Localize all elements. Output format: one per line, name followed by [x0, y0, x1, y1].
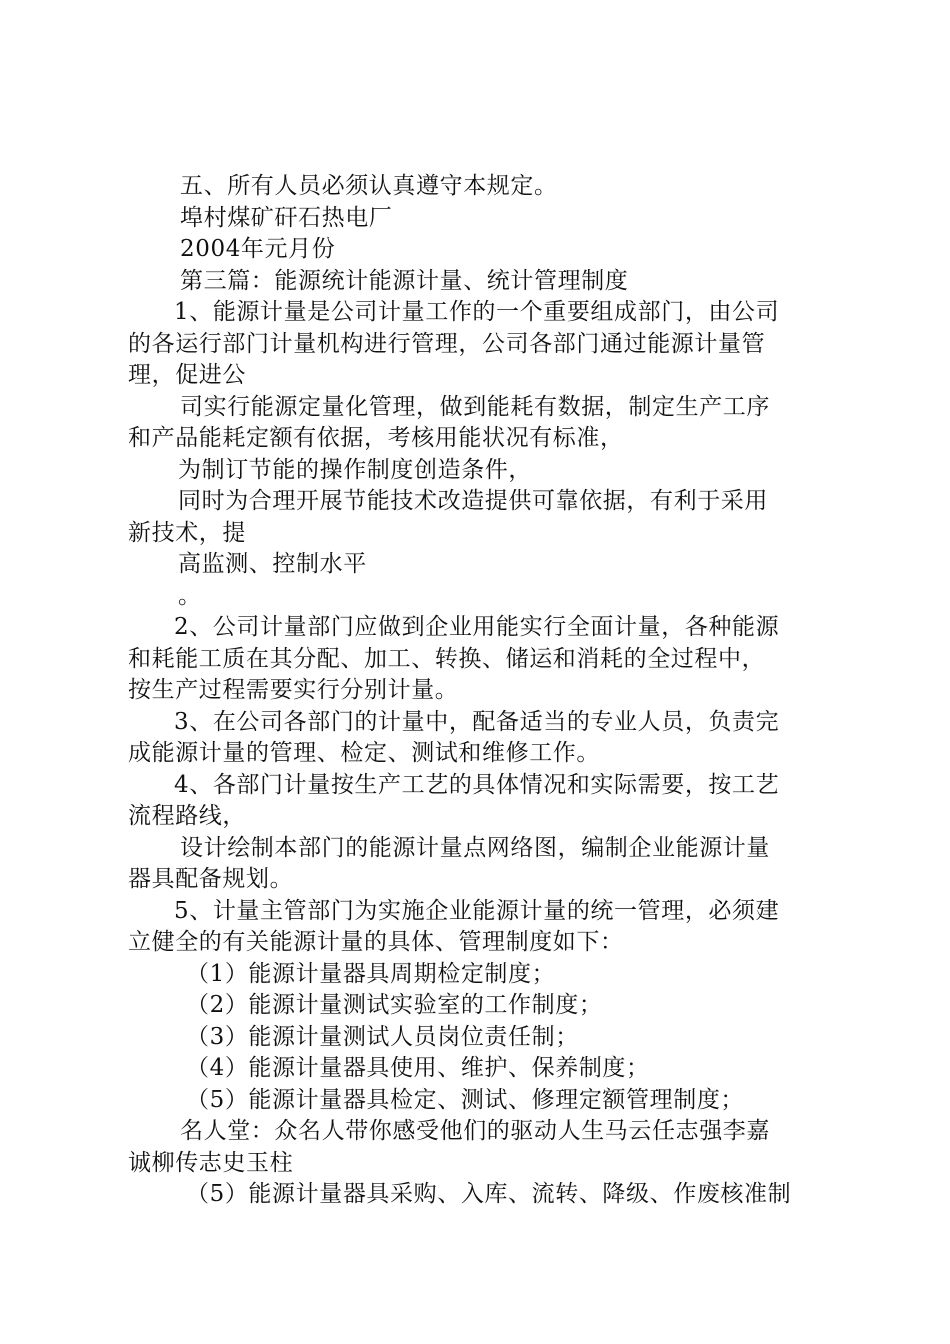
text-line: 新技术，提	[128, 519, 246, 546]
text-line: 诚柳传志史玉柱	[128, 1149, 294, 1176]
text-line: 设计绘制本部门的能源计量点网络图，编制企业能源计量	[180, 834, 770, 861]
list-item: （1）能源计量器具周期检定制度；	[186, 960, 556, 987]
text-line: 。	[178, 582, 202, 609]
document-body	[128, 171, 828, 1211]
text-line: 1、能源计量是公司计量工作的一个重要组成部门，由公司	[174, 299, 780, 325]
list-item: （5）能源计量器具检定、测试、修理定额管理制度；	[186, 1086, 745, 1113]
text-line: 2004年元月份	[180, 236, 336, 262]
text-line: 成能源计量的管理、检定、测试和维修工作。	[128, 740, 600, 766]
text-line: 立健全的有关能源计量的具体、管理制度如下：	[128, 929, 624, 955]
text-line: 4、各部门计量按生产工艺的具体情况和实际需要，按工艺	[174, 771, 780, 798]
text-line: 司实行能源定量化管理，做到能耗有数据，制定生产工序	[180, 393, 770, 420]
list-item: （3）能源计量测试人员岗位责任制；	[186, 1023, 579, 1050]
text-line: 按生产过程需要实行分别计量。	[128, 677, 459, 703]
list-item: （5）能源计量器具采购、入库、流转、降级、作废核准制	[186, 1181, 792, 1207]
text-line: 理，促进公	[128, 362, 246, 388]
text-line: 3、在公司各部门的计量中，配备适当的专业人员，负责完	[174, 708, 780, 735]
text-line: 流程路线，	[128, 803, 246, 829]
text-line: 为制订节能的操作制度创造条件，	[178, 456, 532, 483]
text-line: 五、所有人员必须认真遵守本规定。	[180, 173, 558, 199]
text-line: 2、公司计量部门应做到企业用能实行全面计量，各种能源	[174, 614, 780, 640]
text-line: 同时为合理开展节能技术改造提供可靠依据，有利于采用	[178, 488, 768, 514]
text-line: 和产品能耗定额有依据，考核用能状况有标准，	[128, 425, 624, 451]
list-item: （4）能源计量器具使用、维护、保养制度；	[186, 1055, 650, 1081]
list-item: （2）能源计量测试实验室的工作制度；	[186, 992, 603, 1018]
section-heading: 第三篇：能源统计能源计量、统计管理制度	[180, 267, 629, 294]
text-line: 埠村煤矿矸石热电厂	[180, 204, 393, 231]
text-line: 的各运行部门计量机构进行管理，公司各部门通过能源计量管	[128, 330, 766, 357]
text-line: 器具配备规划。	[128, 866, 294, 892]
text-line: 名人堂：众名人带你感受他们的驱动人生马云任志强李嘉	[180, 1118, 770, 1144]
text-line: 5、计量主管部门为实施企业能源计量的统一管理，必须建	[174, 897, 780, 924]
text-line: 高监测、控制水平	[178, 551, 367, 577]
text-line: 和耗能工质在其分配、加工、转换、储运和消耗的全过程中，	[128, 645, 766, 672]
